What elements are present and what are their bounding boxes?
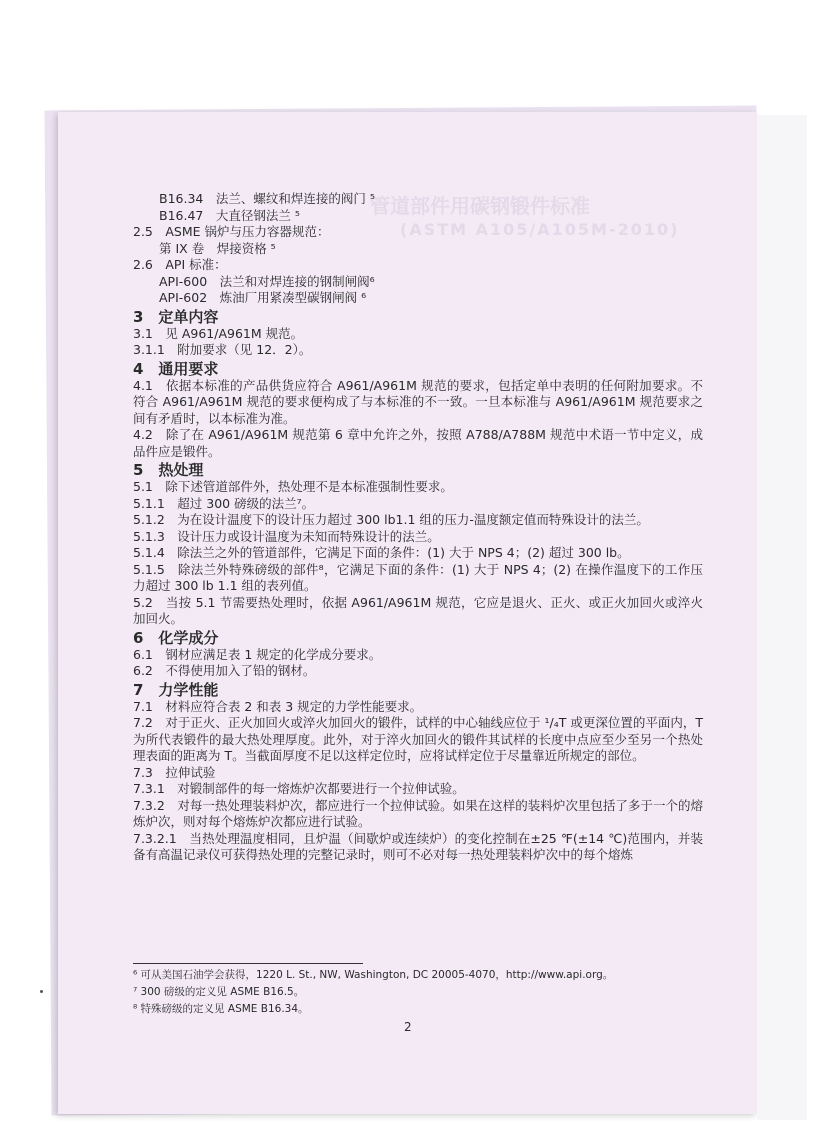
para-7-3-2: 7.3.2 对每一热处理装料炉次，都应进行一个拉伸试验。如果在这样的装料炉次里包括了多于一个的熔炼炉次，则对每个熔炼炉次都应进行试验。 <box>133 797 703 829</box>
heading-3: 3 定单内容 <box>133 307 219 326</box>
para-7-1: 7.1 材料应符合表 2 和表 3 规定的力学性能要求。 <box>133 698 423 714</box>
stray-mark <box>40 990 43 993</box>
bleed-through-code: (ASTM A105/A105M-2010) <box>400 220 680 239</box>
para-7-3: 7.3 拉伸试验 <box>133 764 216 780</box>
ref-b1647: B16.47 大直径钢法兰 ⁵ <box>159 207 300 223</box>
body-text <box>133 191 703 864</box>
footnote-rule <box>133 963 363 964</box>
para-7-2: 7.2 对于正火、正火加回火或淬火加回火的锻件，试样的中心轴线应位于 ¹/₄T 或更深位置的平面内，T 为所代表锻件的最大热处理厚度。此外，对于淬火加回火的锻件其试样的长度中点应至少至另一个热处理表面的距离为 T。当截面厚度不足以这样定位时，应将试样定位于尽量靠近所规定的部位。 <box>133 715 703 763</box>
bleed-through-title: 管道部件用碳钢锻件标准 <box>370 194 590 218</box>
ref-section-ix: 第 IX 卷 焊接资格 ⁵ <box>159 240 276 256</box>
para-7-3-1: 7.3.1 对锻制部件的每一熔炼炉次都要进行一个拉伸试验。 <box>133 781 465 796</box>
para-5-1-5: 5.1.5 除法兰外特殊磅级的部件⁸，它满足下面的条件：(1) 大于 NPS 4；(2) 在操作温度下的工作压力超过 300 lb 1.1 组的表列值。 <box>133 561 703 593</box>
page-number: 2 <box>404 1020 412 1034</box>
ref-b1634: B16.34 法兰、螺纹和焊连接的阀门 ⁵ <box>159 191 375 206</box>
para-7-3-2-1: 7.3.2.1 当热处理温度相同，且炉温（间歇炉或连续炉）的变化控制在±25 ℉(±14 ℃)范围内，并装备有高温记录仪可获得热处理的完整记录时，则可不必对每一热处理装料炉次中的每个熔炼 <box>133 830 703 862</box>
para-5-1-1: 5.1.1 超过 300 磅级的法兰⁷。 <box>133 495 315 511</box>
heading-5: 5 热处理 <box>133 461 204 479</box>
para-4-1: 4.1 依据本标准的产品供货应符合 A961/A961M 规范的要求，包括定单中表明的任何附加要求。不符合 A961/A961M 规范的要求便构成了与本标准的不一致。一旦本标准与 A961/A961M 规范要求之间有矛盾时，以本标准为准。 <box>133 377 703 426</box>
para-3-1: 3.1 见 A961/A961M 规范。 <box>133 325 304 341</box>
footnote-8: ⁸ 特殊磅级的定义见 ASME B16.34。 <box>133 1003 309 1015</box>
section-2-6: 2.6 API 标准： <box>133 257 227 272</box>
section-2-5: 2.5 ASME 锅炉与压力容器规范： <box>133 224 330 239</box>
para-5-1-4: 5.1.4 除法兰之外的管道部件，它满足下面的条件：(1) 大于 NPS 4；(2) 超过 300 lb。 <box>133 545 630 560</box>
page-edge <box>757 115 807 1120</box>
para-4-2: 4.2 除了在 A961/A961M 规范第 6 章中允许之外，按照 A788/A788M 规范中术语一节中定义，成品件应是锻件。 <box>133 427 703 459</box>
para-5-2: 5.2 当按 5.1 节需要热处理时，依据 A961/A961M 规范，它应是退火、正火、或正火加回火或淬火加回火。 <box>133 594 703 626</box>
para-6-1: 6.1 钢材应满足表 1 规定的化学成分要求。 <box>133 646 382 662</box>
heading-4: 4 通用要求 <box>133 359 219 378</box>
footnotes <box>133 967 693 1018</box>
heading-6: 6 化学成分 <box>133 628 219 647</box>
footnote-7: ⁷ 300 磅级的定义见 ASME B16.5。 <box>133 986 305 998</box>
para-3-1-1: 3.1.1 附加要求（见 12．2）。 <box>133 342 312 357</box>
para-6-2: 6.2 不得使用加入了铅的钢材。 <box>133 663 316 678</box>
ref-api-602: API-602 炼油厂用紧凑型碳钢闸阀 ⁶ <box>159 290 367 305</box>
para-5-1-3: 5.1.3 设计压力或设计温度为未知而特殊设计的法兰。 <box>133 528 440 544</box>
heading-7: 7 力学性能 <box>133 680 219 699</box>
footnote-6: ⁶ 可从美国石油学会获得，1220 L. St., NW, Washington, DC 20005-4070，http://www.api.org。 <box>133 969 614 981</box>
ref-api-600: API-600 法兰和对焊连接的钢制闸阀⁶ <box>159 273 375 289</box>
para-5-1-2: 5.1.2 为在设计温度下的设计压力超过 300 lb1.1 组的压力-温度额定值而特殊设计的法兰。 <box>133 512 649 527</box>
para-5-1: 5.1 除下述管道部件外，热处理不是本标准强制性要求。 <box>133 479 453 494</box>
